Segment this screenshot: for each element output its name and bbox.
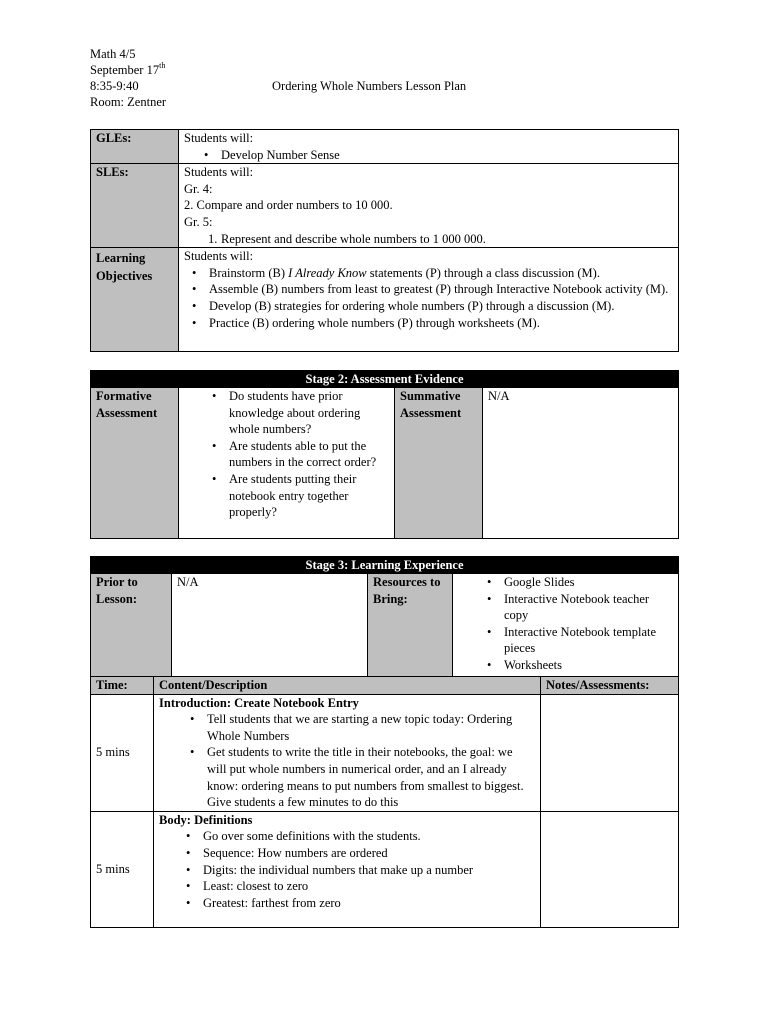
sles-gr5-text: Represent and describe whole numbers to 1 000 000. (221, 231, 486, 246)
room-label: Room: Zentner (90, 95, 167, 109)
lesson-title: Body: Definitions (159, 812, 253, 827)
resource-item: • Interactive Notebook template pieces (504, 624, 673, 657)
gles-list (184, 147, 673, 164)
objective-item (209, 265, 673, 282)
objective-item: • Practice (B) ordering whole numbers (P) through worksheets (M). (209, 315, 673, 332)
prior-label: Prior to Lesson: (91, 574, 172, 677)
objective-item: • Assemble (B) numbers from least to greatest (P) through Interactive Notebook activity (M). (209, 281, 673, 298)
lesson-list (159, 711, 535, 811)
formative-item: • Are students able to put the numbers in the correct order? (229, 438, 385, 471)
column-header-row (91, 677, 679, 695)
objectives-intro: Students will: (184, 249, 254, 264)
objectives-label-1: Learning (96, 251, 146, 266)
gles-row (91, 130, 679, 164)
lesson-item: • Digits: the individual numbers that make up a number (203, 862, 535, 879)
sles-gr4: Gr. 4: (184, 181, 213, 196)
assessment-row (91, 388, 679, 539)
date-suffix: th (159, 60, 166, 70)
lesson-time: 5 mins (91, 694, 154, 811)
lesson-content (154, 694, 541, 811)
prep-row (91, 574, 679, 677)
summative-label: Summative Assessment (395, 388, 483, 539)
sles-gr5-num: 1. (208, 231, 218, 246)
gles-label: GLEs: (91, 130, 179, 164)
prior-value: N/A (172, 574, 368, 677)
formative-item: • Are students putting their notebook entry together properly? (229, 471, 385, 521)
gles-content (179, 130, 679, 164)
lesson-row (91, 811, 679, 927)
gles-item: • Develop Number Sense (221, 147, 673, 164)
objective-item-text: Brainstorm (B) (209, 265, 289, 280)
sles-gr4-item: 2. Compare and order numbers to 10 000. (184, 198, 393, 213)
time-label: 8:35-9:40 (90, 79, 139, 93)
sles-row (91, 164, 679, 248)
objectives-content (179, 248, 679, 352)
stage3-heading: Stage 3: Learning Experience (91, 557, 679, 574)
objective-item-text: statements (P) through a class discussion (M). (366, 265, 600, 280)
lesson-row (91, 694, 679, 811)
formative-content (179, 388, 395, 539)
lesson-item: • Sequence: How numbers are ordered (203, 845, 535, 862)
stage1-table (90, 129, 679, 352)
page-title: Ordering Whole Numbers Lesson Plan (272, 79, 467, 93)
formative-item: • Do students have prior knowledge about ordering whole numbers? (229, 388, 385, 438)
formative-label: Formative Assessment (91, 388, 179, 539)
stage2-table (90, 370, 679, 539)
resources-content (453, 574, 679, 677)
lesson-item: • Tell students that we are starting a new topic today: Ordering Whole Numbers (207, 711, 533, 744)
sles-gr5-item (184, 231, 673, 248)
lesson-notes (541, 811, 679, 927)
course-label: Math 4/5 (90, 47, 136, 61)
objectives-row (91, 248, 679, 352)
sles-gr5: Gr. 5: (184, 214, 213, 229)
lesson-item: • Least: closest to zero (203, 878, 535, 895)
summative-value: N/A (483, 388, 679, 539)
formative-list (184, 388, 389, 521)
objectives-label-2: Objectives (96, 269, 153, 284)
resources-label: Resources to Bring: (368, 574, 453, 677)
lesson-title: Introduction: Create Notebook Entry (159, 695, 359, 710)
lesson-item: • Greatest: farthest from zero (203, 895, 535, 912)
objective-item-italic: I Already Know (288, 265, 367, 280)
resource-item: • Worksheets (504, 657, 673, 674)
objectives-list (184, 265, 673, 331)
objectives-label (91, 248, 179, 352)
lesson-time: 5 mins (91, 811, 154, 927)
lesson-notes (541, 694, 679, 811)
stage2-heading: Stage 2: Assessment Evidence (91, 371, 679, 388)
sles-intro: Students will: (184, 165, 254, 180)
resource-item: • Google Slides (504, 574, 673, 591)
col-time: Time: (91, 677, 154, 695)
lesson-item: • Get students to write the title in their notebooks, the goal: we will put whole numbers in numerical order, and an I already know: ordering means to put numbers from smallest to biggest. Give students a few minutes to do this (207, 744, 533, 810)
sles-content (179, 164, 679, 248)
lesson-item: • Go over some definitions with the students. (203, 828, 535, 845)
lesson-list (159, 828, 535, 911)
lesson-content (154, 811, 541, 927)
stage3-table (90, 556, 679, 928)
gles-intro: Students will: (184, 131, 254, 145)
date-label (90, 62, 165, 79)
col-notes: Notes/Assessments: (541, 677, 679, 695)
sles-label: SLEs: (91, 164, 179, 248)
objective-item: • Develop (B) strategies for ordering whole numbers (P) through a discussion (M). (209, 298, 673, 315)
date-text: September 17 (90, 63, 160, 77)
resource-item: • Interactive Notebook teacher copy (504, 591, 673, 624)
resources-list (458, 574, 673, 674)
col-content: Content/Description (154, 677, 541, 695)
